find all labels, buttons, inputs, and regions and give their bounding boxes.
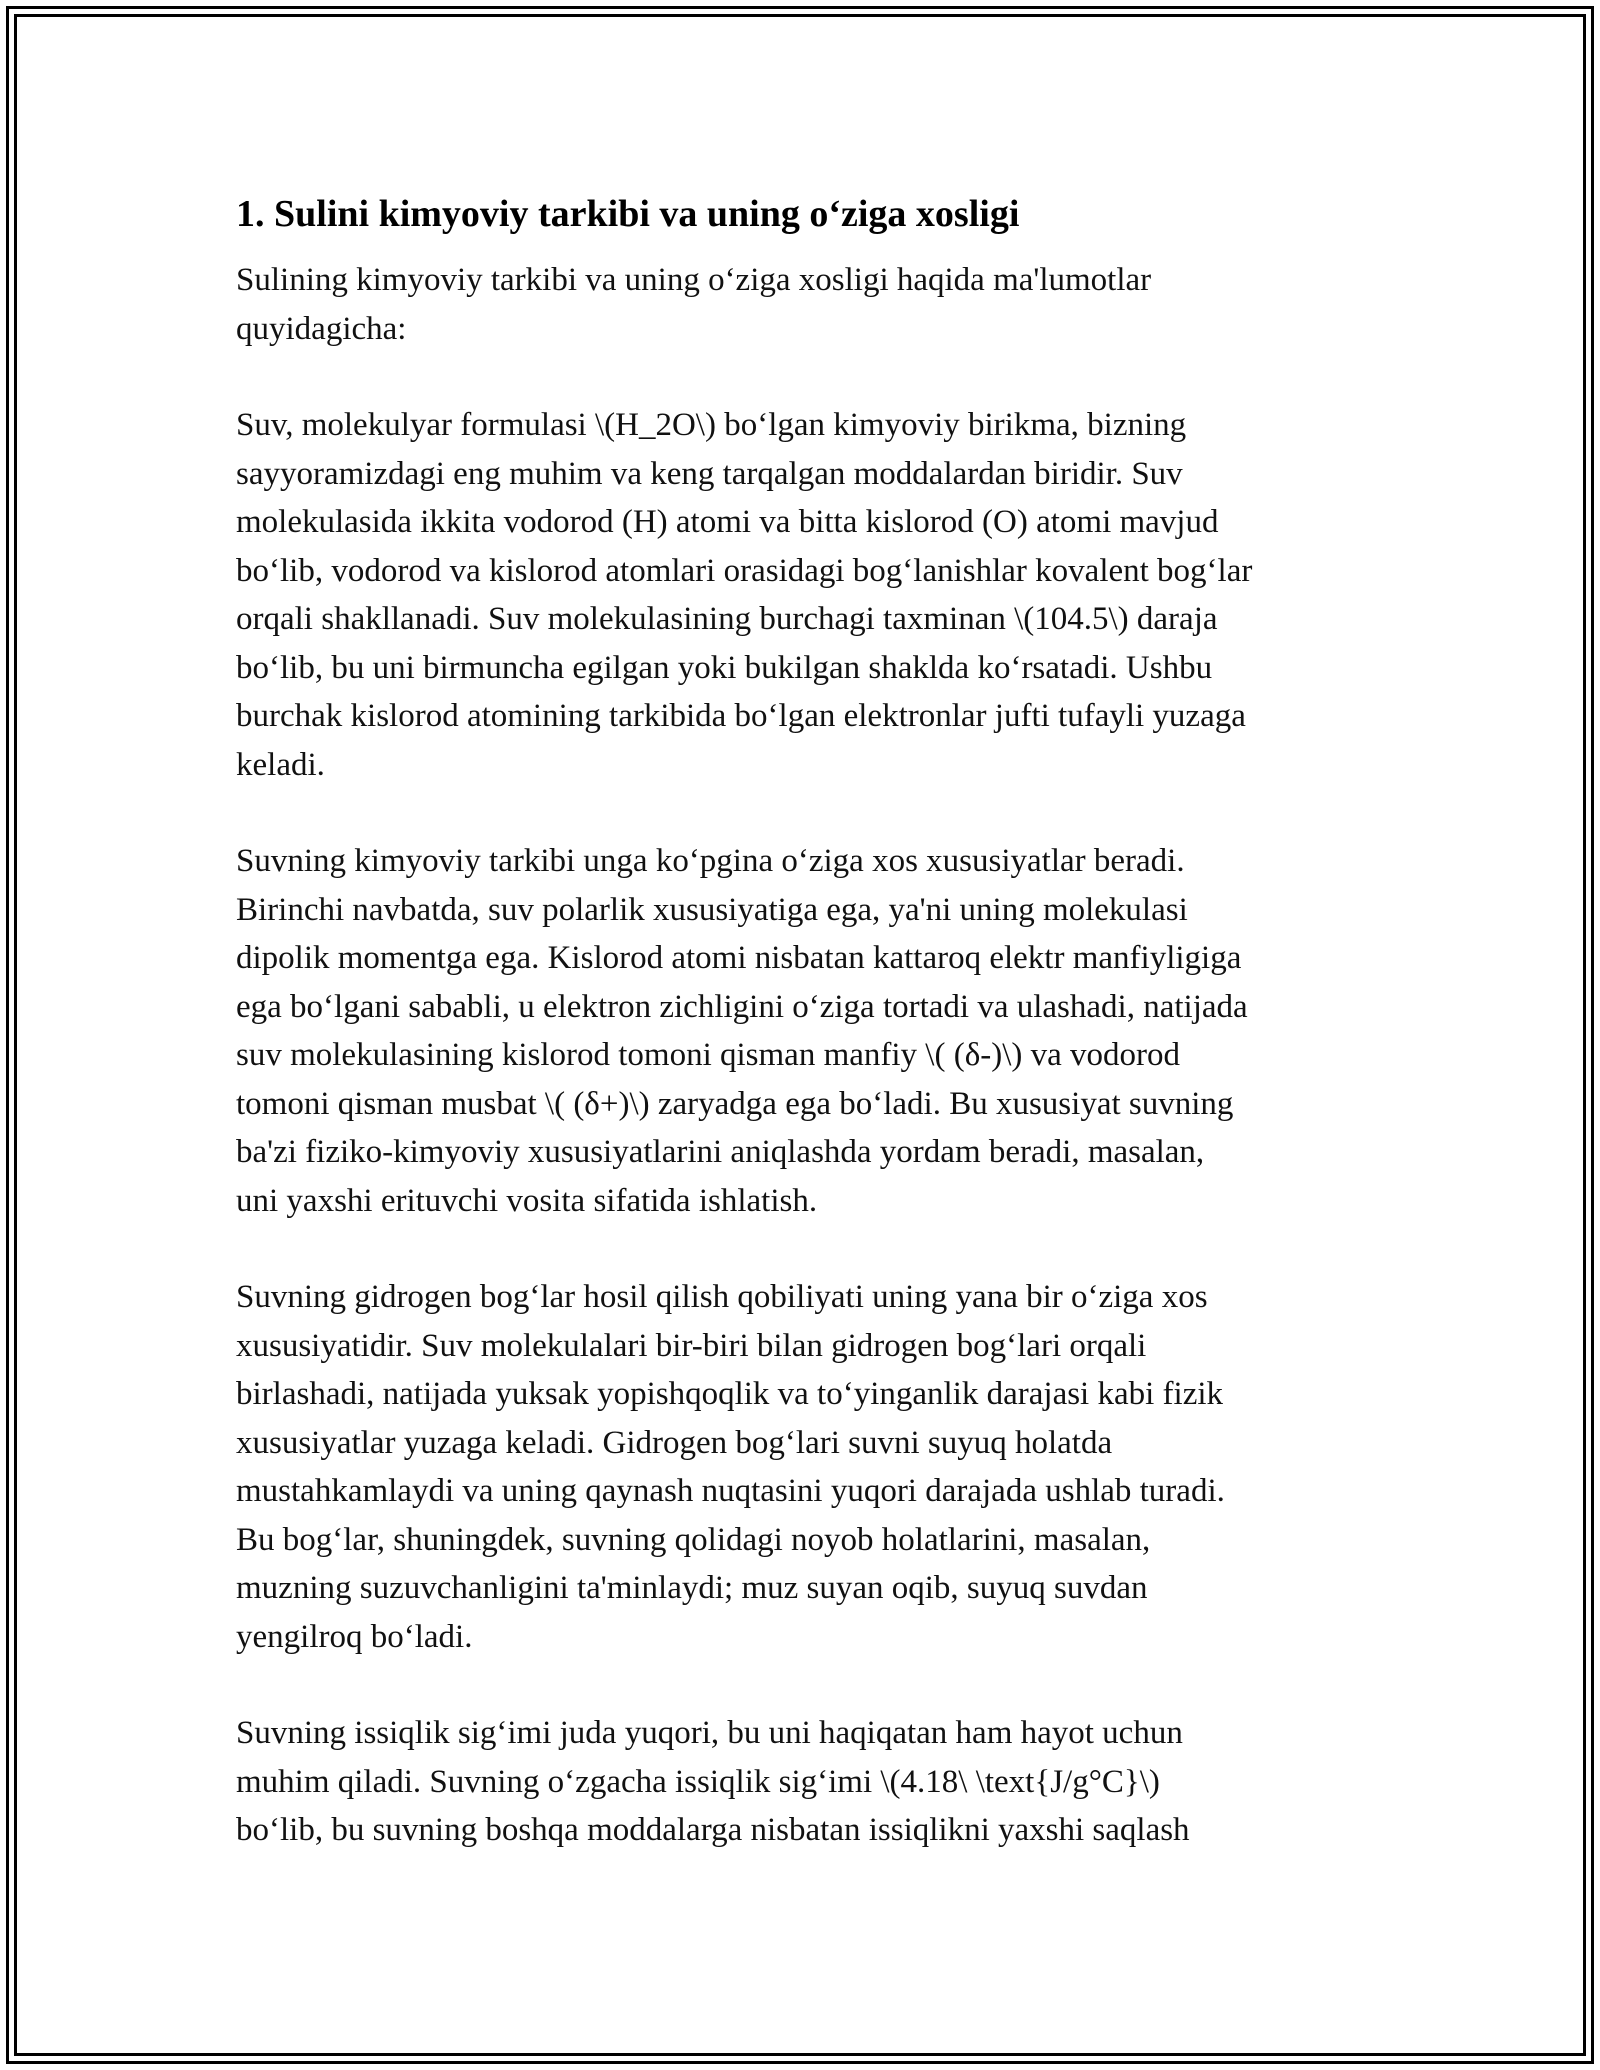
page-title: 1. Sulini kimyoviy tarkibi va uning o‘ziga xosligi [236, 193, 1020, 235]
paragraph-hydrogen-bonds: Suvning gidrogen bog‘lar hosil qilish qobiliyati uning yana bir o‘ziga xos xususiyatidir. Suv molekulalari bir-biri bilan gidrogen bog‘lari orqali birlashadi, natijada yuksak yopishqoqlik va to‘yinganlik darajasi kabi fizik xususiyatlar yuzaga keladi. Gidrogen bog‘lari suvni suyuq holatda mustahkamlaydi va uning qaynash nuqtasini yuqori darajada ushlab turadi. Bu bog‘lar, shuningdek, suvning qolidagi noyob holatlarini, masalan, muzning suzuvchanligini ta'minlaydi; muz suyan oqib, suyuq suvdan yengilroq bo‘ladi. [236, 1279, 1225, 1655]
document-body [236, 186, 1376, 1903]
paragraph-molecular-structure: Suv, molekulyar formulasi \(H_2O\) bo‘lgan kimyoviy birikma, bizning sayyoramizdagi eng muhim va keng tarqalgan moddalardan biridir. Suv molekulasida ikkita vodorod (H) atomi va bitta kislorod (O) atomi mavjud bo‘lib, vodorod va kislorod atomlari orasidagi bog‘lanishlar kovalent bog‘lar orqali shakllanadi. Suv molekulasining burchagi taxminan \(104.5\) daraja bo‘lib, bu uni birmuncha egilgan yoki bukilgan shakldа ko‘rsatadi. Ushbu burchak kislorod atomining tarkibida bo‘lgan elektronlar jufti tufayli yuzaga keladi. [236, 407, 1253, 783]
paragraph-intro: Sulining kimyoviy tarkibi va uning o‘ziga xosligi haqida ma'lumotlar quyidagicha: [236, 262, 1152, 347]
paragraph-heat-capacity: Suvning issiqlik sig‘imi juda yuqori, bu uni haqiqatan ham hayot uchun muhim qiladi. Suvning o‘zgacha issiqlik sig‘imi \(4.18\ \text{J/g°C}\) bo‘lib, bu suvning boshqa moddalarga nisbatan issiqlikni yaxshi saqlash [236, 1715, 1190, 1848]
paragraph-polarity: Suvning kimyoviy tarkibi unga ko‘pgina o‘ziga xos xususiyatlar beradi. Birinchi navbatda, suv polarlik xususiyatiga ega, ya'ni uning molekulasi dipolik momentga ega. Kislorod atomi nisbatan kattaroq elektr manfiyligiga ega bo‘lgani sababli, u elektron zichligini o‘ziga tortadi va ulashadi, natijada suv molekulasining kislorod tomoni qisman manfiy \( (δ-)\) va vodorod tomoni qisman musbat \( (δ+)\) zaryadga ega bo‘ladi. Bu xususiyat suvning ba'zi fiziko-kimyoviy xususiyatlarini aniqlashda yordam beradi, masalan, uni yaxshi erituvchi vosita sifatida ishlatish. [236, 843, 1248, 1219]
